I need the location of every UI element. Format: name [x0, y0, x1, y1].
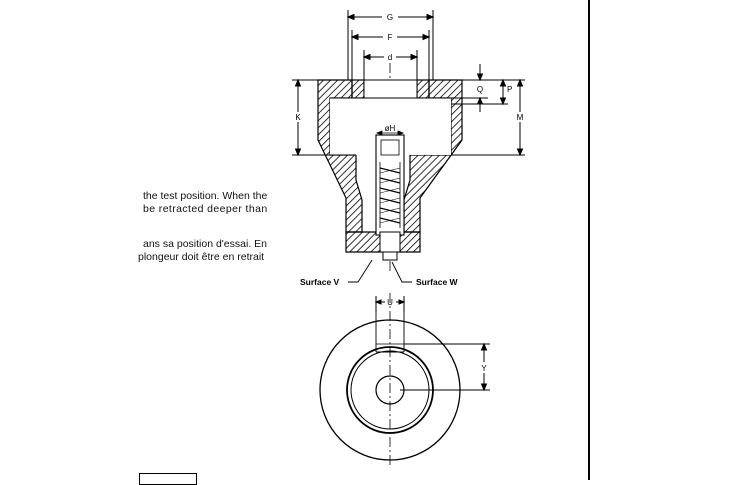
surface-w-leader — [392, 262, 412, 282]
label-d: d — [387, 53, 393, 62]
label-g: G — [386, 13, 394, 22]
surface-v-leader — [348, 260, 372, 282]
french-text-line-1: ans sa position d'essai. En — [143, 238, 267, 250]
french-text-line-2: plongeur doit être en retrait — [138, 251, 265, 263]
english-text-line-1: the test position. When the — [143, 190, 268, 202]
surface-w-label: Surface W — [416, 277, 458, 287]
label-p: P — [507, 85, 513, 94]
label-f: F — [387, 33, 393, 42]
dimension-y — [400, 344, 490, 390]
label-y: Y — [481, 364, 487, 373]
english-text-line-2: be retracted deeper than — [143, 203, 268, 215]
label-u: U — [387, 298, 393, 307]
label-k: K — [295, 113, 301, 122]
surface-v-label: Surface V — [300, 277, 340, 287]
label-m: M — [516, 113, 524, 122]
label-q: Q — [476, 85, 484, 94]
label-h: øH — [384, 124, 396, 133]
plunger-tip — [383, 252, 397, 260]
box-fragment — [139, 473, 197, 485]
